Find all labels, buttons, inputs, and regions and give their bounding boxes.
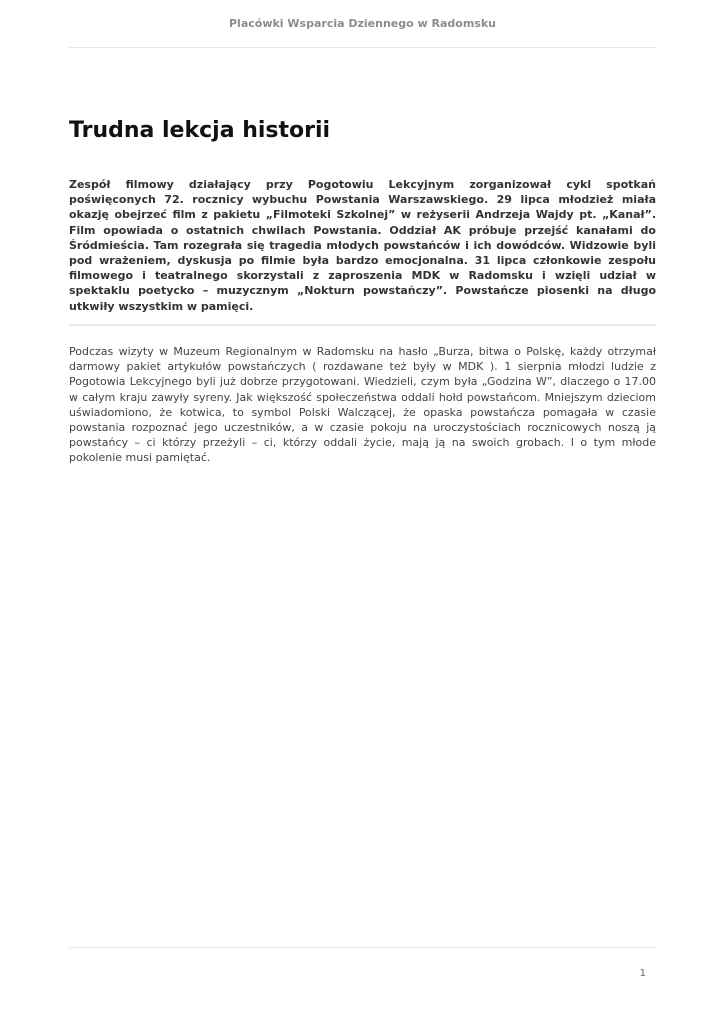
header-divider [69, 47, 656, 48]
article-body: Podczas wizyty w Muzeum Regionalnym w Radomsku na hasło „Burza, bitwa o Polskę, każdy otrzymał darmowy pakiet artykułów powstańczych ( rozdawane też były w MDK ). 1 sierpnia młodzi ludzie z Pogotowia Lekcyjnego byli już dobrze przygotowani. Wiedzieli, czym była „Godzina W”, dlaczego o 17.00 w całym kraju zawyły syreny. Jak większość społeczeństwa oddali hołd powstańcom. Mniejszym dzieciom uświadomiono, że kotwica, to symbol Polski Walczącej, że opaska powstańcza pomagała w czasie powstania rozpoznać jego uczestników, a w czasie pokoju na uroczystościach rocznicowych noszą ją powstańcy – ci którzy przeżyli – ci, którzy oddali życie, mają ją na swoich grobach. I o tym młode pokolenie musi pamiętać. [69, 345, 656, 465]
article-title: Trudna lekcja historii [69, 118, 331, 143]
footer-divider [69, 947, 656, 948]
site-header: Placówki Wsparcia Dziennego w Radomsku [229, 17, 496, 30]
page-number: 1 [639, 968, 646, 979]
article-lead: Zespół filmowy działający przy Pogotowiu Lekcyjnym zorganizował cykl spotkań poświęconych 72. rocznicy wybuchu Powstania Warszawskiego. 29 lipca młodzież miała okazję obejrzeć film z pakietu „Filmoteki Szkolnej” w reżyserii Andrzeja Wajdy pt. „Kanał”. Film opowiada o ostatnich chwilach Powstania. Oddział AK próbuje przejść kanałami do Śródmieścia. Tam rozegrała się tragedia młodych powstańców i ich dowódców. Widzowie byli pod wrażeniem, dyskusja po filmie była bardzo emocjonalna. 31 lipca członkowie zespołu filmowego i teatralnego skorzystali z zaproszenia MDK w Radomsku i wzięli udział w spektaklu poetycko – muzycznym „Nokturn powstańczy”. Powstańcze piosenki na długo utkwiły wszystkim w pamięci. [69, 178, 656, 313]
section-divider [69, 324, 656, 326]
